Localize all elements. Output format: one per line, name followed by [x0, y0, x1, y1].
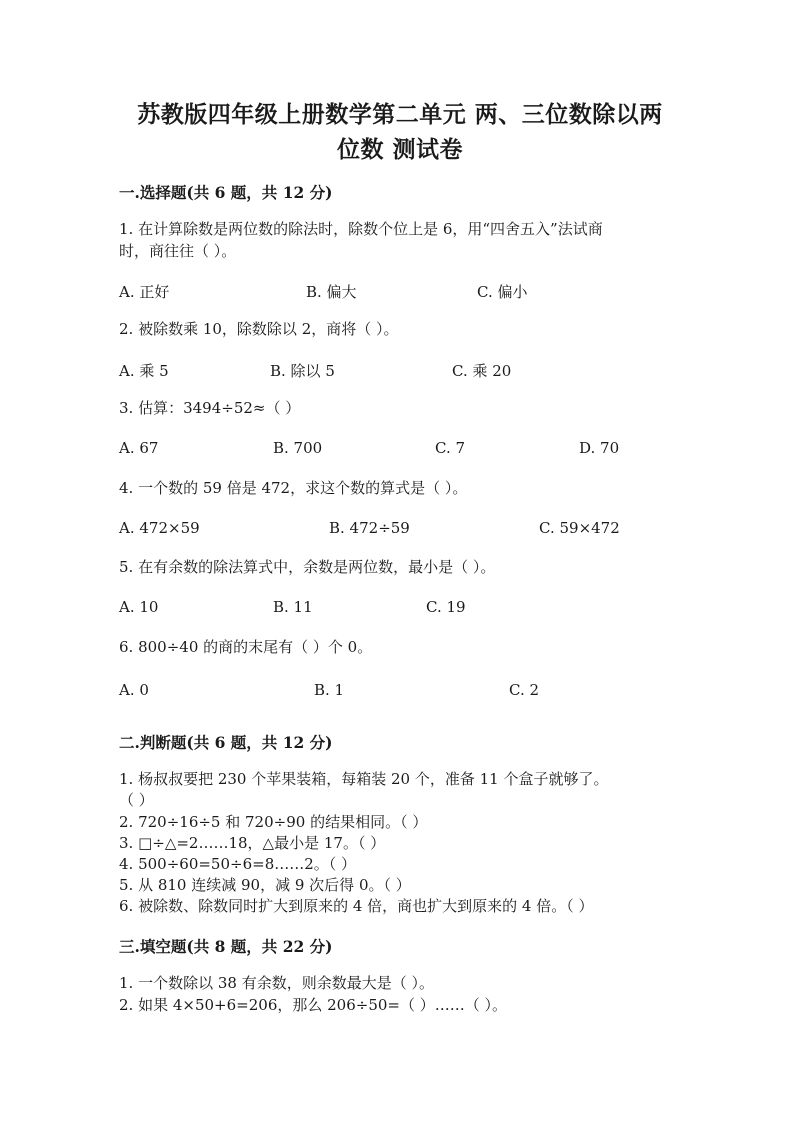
option-b: B. 11	[273, 598, 313, 616]
judgement-line: 1. 杨叔叔要把 230 个苹果装箱，每箱装 20 个，准备 11 个盒子就够了。	[119, 770, 609, 788]
question-stem: 时，商往往（ ）。	[119, 242, 237, 260]
option-a: A. 10	[119, 598, 159, 616]
section-heading-fill-in: 三.填空题(共 8 题，共 22 分)	[119, 937, 333, 956]
option-c: C. 偏小	[477, 283, 528, 301]
fill-in-line: 2. 如果 4×50+6=206，那么 206÷50=（ ）……（ ）。	[119, 996, 508, 1014]
judgement-line: 3. □÷△=2……18，△最小是 17。（ ）	[119, 834, 386, 852]
option-d: D. 70	[579, 439, 620, 457]
fill-in-line: 1. 一个数除以 38 有余数，则余数最大是（ ）。	[119, 974, 434, 992]
section-heading-choice: 一.选择题(共 6 题，共 12 分)	[119, 183, 333, 202]
question-stem: 3. 估算：3494÷52≈（ ）	[119, 399, 301, 417]
option-c: C. 2	[509, 681, 540, 699]
option-c: C. 7	[435, 439, 466, 457]
option-b: B. 偏大	[306, 283, 357, 301]
section-heading-judgement: 二.判断题(共 6 题，共 12 分)	[119, 733, 333, 752]
exam-title-line-1: 苏教版四年级上册数学第二单元 两、三位数除以两	[137, 101, 663, 128]
judgement-line: （ ）	[119, 791, 154, 809]
option-a: A. 472×59	[119, 519, 200, 537]
judgement-line: 6. 被除数、除数同时扩大到原来的 4 倍，商也扩大到原来的 4 倍。（ ）	[119, 897, 594, 915]
question-stem: 1. 在计算除数是两位数的除法时，除数个位上是 6，用“四舍五入”法试商	[119, 220, 603, 238]
option-b: B. 1	[314, 681, 345, 699]
option-c: C. 19	[426, 598, 466, 616]
judgement-line: 2. 720÷16÷5 和 720÷90 的结果相同。（ ）	[119, 813, 428, 831]
question-stem: 6. 800÷40 的商的末尾有（ ）个 0。	[119, 638, 373, 656]
option-a: A. 67	[119, 439, 159, 457]
option-b: B. 700	[273, 439, 323, 457]
option-a: A. 0	[119, 681, 149, 699]
judgement-line: 4. 500÷60=50÷6=8……2。（ ）	[119, 855, 357, 873]
judgement-line: 5. 从 810 连续减 90，减 9 次后得 0。（ ）	[119, 876, 411, 894]
question-stem: 4. 一个数的 59 倍是 472，求这个数的算式是（ ）。	[119, 479, 468, 497]
exam-title-line-2: 位数 测试卷	[336, 136, 463, 163]
option-c: C. 乘 20	[452, 362, 512, 380]
option-a: A. 乘 5	[119, 362, 169, 380]
option-b: B. 472÷59	[329, 519, 410, 537]
question-stem: 2. 被除数乘 10，除数除以 2，商将（ ）。	[119, 320, 399, 338]
option-b: B. 除以 5	[270, 362, 335, 380]
option-c: C. 59×472	[539, 519, 620, 537]
option-a: A. 正好	[119, 283, 170, 301]
question-stem: 5. 在有余数的除法算式中，余数是两位数，最小是（ ）。	[119, 558, 496, 576]
